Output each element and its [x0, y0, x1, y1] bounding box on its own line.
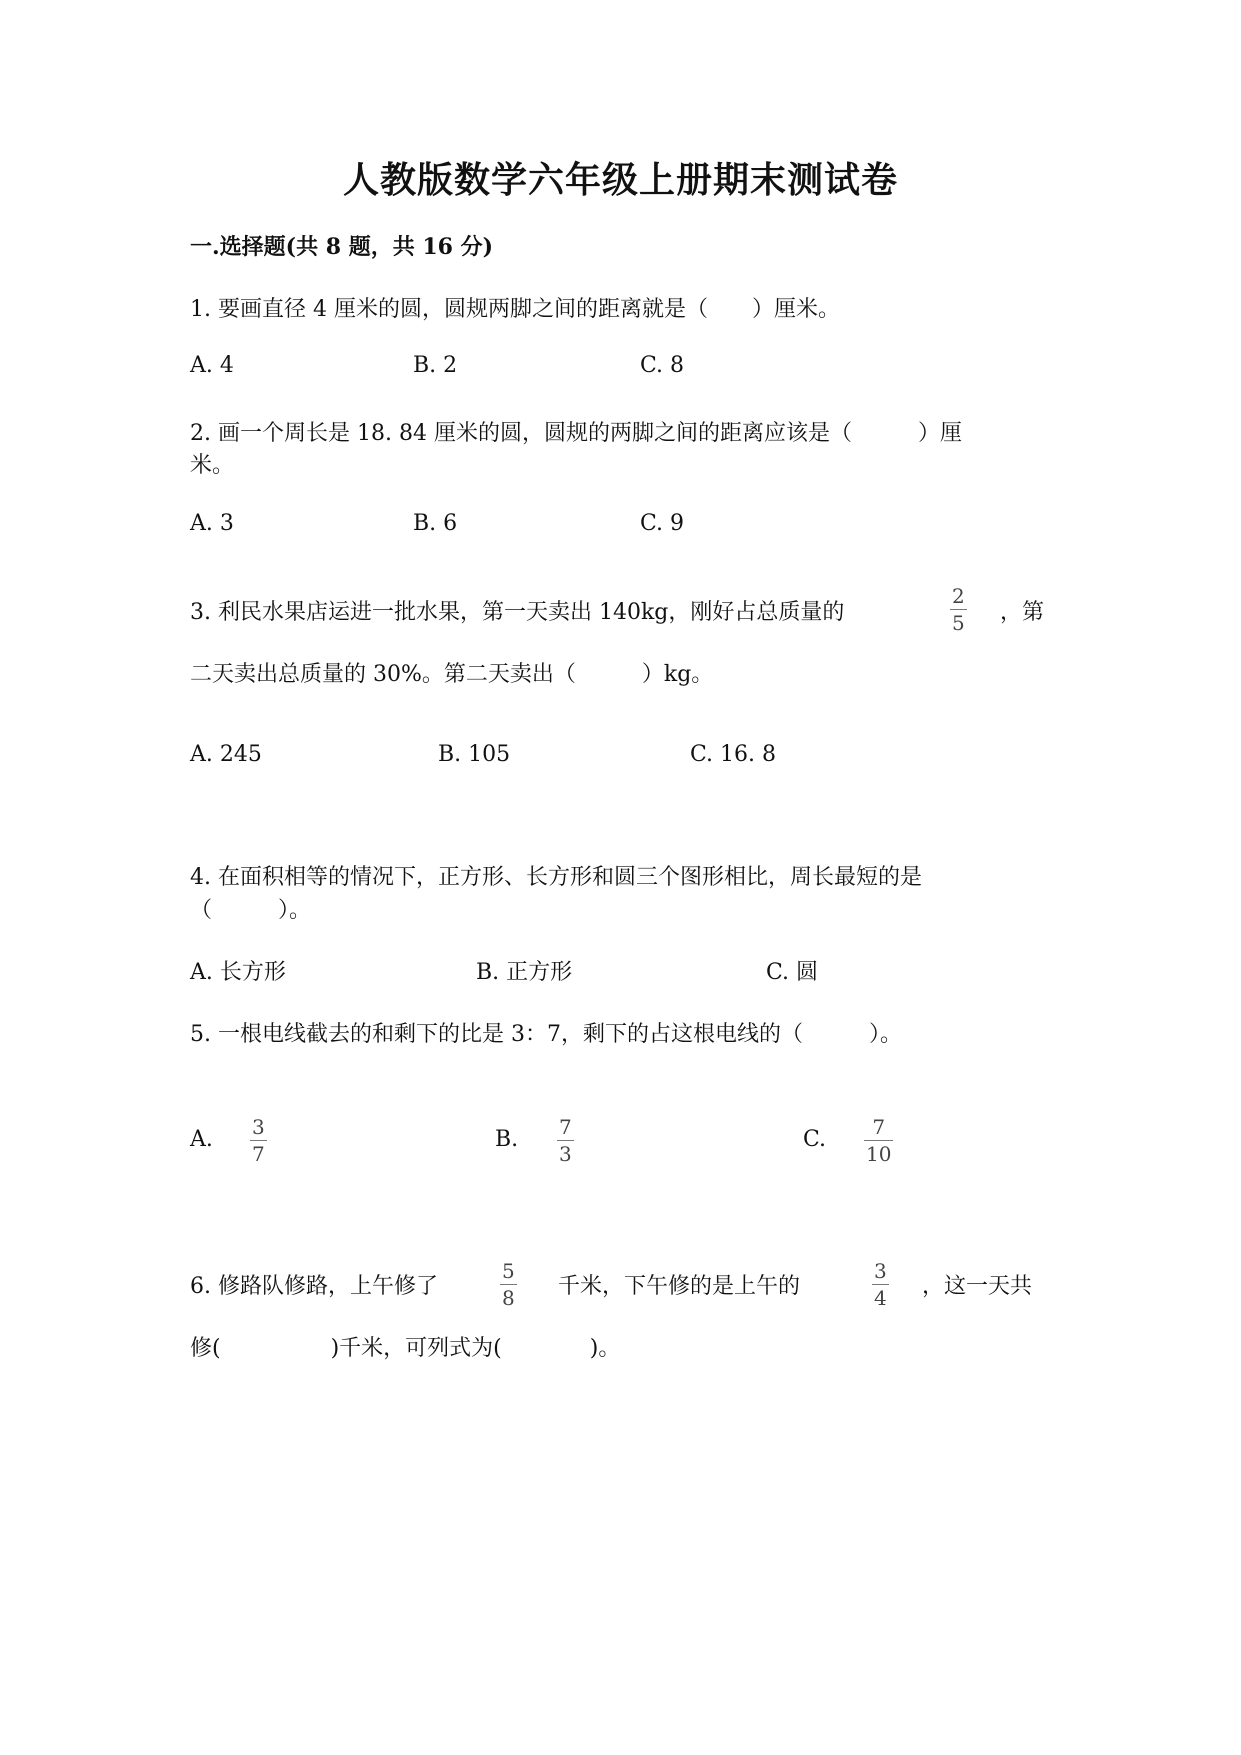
q5-option-b-denominator: 3: [559, 1142, 572, 1166]
q4-option-a: A. 长方形: [190, 960, 286, 985]
q6-fraction-1: [500, 1261, 517, 1308]
question-6-part3: ，这一天共: [922, 1274, 1033, 1299]
question-6-part1: 6. 修路队修路，上午修了: [190, 1274, 438, 1299]
q1-option-b: B. 2: [413, 353, 458, 378]
question-5-text: 5. 一根电线截去的和剩下的比是 3：7，剩下的占这根电线的（ ）。: [190, 1022, 902, 1047]
q3-fraction-numerator: 2: [952, 584, 965, 608]
q3-fraction-denominator: 5: [952, 611, 965, 635]
q5-option-c-denominator: 10: [866, 1142, 892, 1166]
section-heading: 一.选择题(共 8 题，共 16 分): [190, 234, 494, 260]
q6-fraction-1-numerator: 5: [502, 1259, 515, 1283]
q5-option-b-fraction: [557, 1117, 574, 1164]
q4-option-c: C. 圆: [766, 960, 819, 985]
page-title: 人教版数学六年级上册期末测试卷: [342, 159, 898, 201]
q2-option-a: A. 3: [190, 511, 234, 536]
question-3-line1b: ，第: [1000, 600, 1045, 625]
q5-option-a-label: A.: [190, 1127, 213, 1152]
q5-option-a-numerator: 3: [252, 1115, 265, 1139]
q2-option-c: C. 9: [640, 511, 685, 536]
question-4-line1: 4. 在面积相等的情况下，正方形、长方形和圆三个图形相比，周长最短的是: [190, 865, 922, 890]
question-3-line2: 二天卖出总质量的 30%。第二天卖出（ ）kg。: [190, 662, 714, 687]
question-2-line2: 米。: [190, 453, 235, 478]
q5-option-a-fraction: [250, 1117, 267, 1164]
q5-option-c-fraction: [864, 1117, 893, 1164]
q4-option-b: B. 正方形: [476, 960, 573, 985]
question-6-part2: 千米，下午修的是上午的: [558, 1274, 801, 1299]
q6-fraction-2: [872, 1261, 889, 1308]
q5-option-b-numerator: 7: [559, 1115, 572, 1139]
q3-fraction: [950, 586, 967, 633]
q5-option-c-numerator: 7: [872, 1115, 886, 1139]
q5-option-b-label: B.: [495, 1127, 519, 1152]
question-2-line1: 2. 画一个周长是 18. 84 厘米的圆，圆规的两脚之间的距离应该是（ ）厘: [190, 421, 962, 446]
q6-fraction-2-denominator: 4: [874, 1286, 887, 1310]
q2-option-b: B. 6: [413, 511, 458, 536]
q3-option-c: C. 16. 8: [690, 742, 777, 767]
q1-option-c: C. 8: [640, 353, 685, 378]
question-6-line2: 修( )千米，可列式为( )。: [190, 1336, 621, 1361]
question-1-text: 1. 要画直径 4 厘米的圆，圆规两脚之间的距离就是（ ）厘米。: [190, 297, 840, 322]
q6-fraction-2-numerator: 3: [874, 1259, 887, 1283]
q6-fraction-1-denominator: 8: [502, 1286, 515, 1310]
question-3-line1a: 3. 利民水果店运进一批水果，第一天卖出 140kg，刚好占总质量的: [190, 600, 845, 625]
q5-option-c-label: C.: [803, 1127, 827, 1152]
q3-option-b: B. 105: [438, 742, 511, 767]
question-4-line2: （ ）。: [190, 898, 312, 923]
q1-option-a: A. 4: [190, 353, 234, 378]
q5-option-a-denominator: 7: [252, 1142, 265, 1166]
q3-option-a: A. 245: [190, 742, 262, 767]
